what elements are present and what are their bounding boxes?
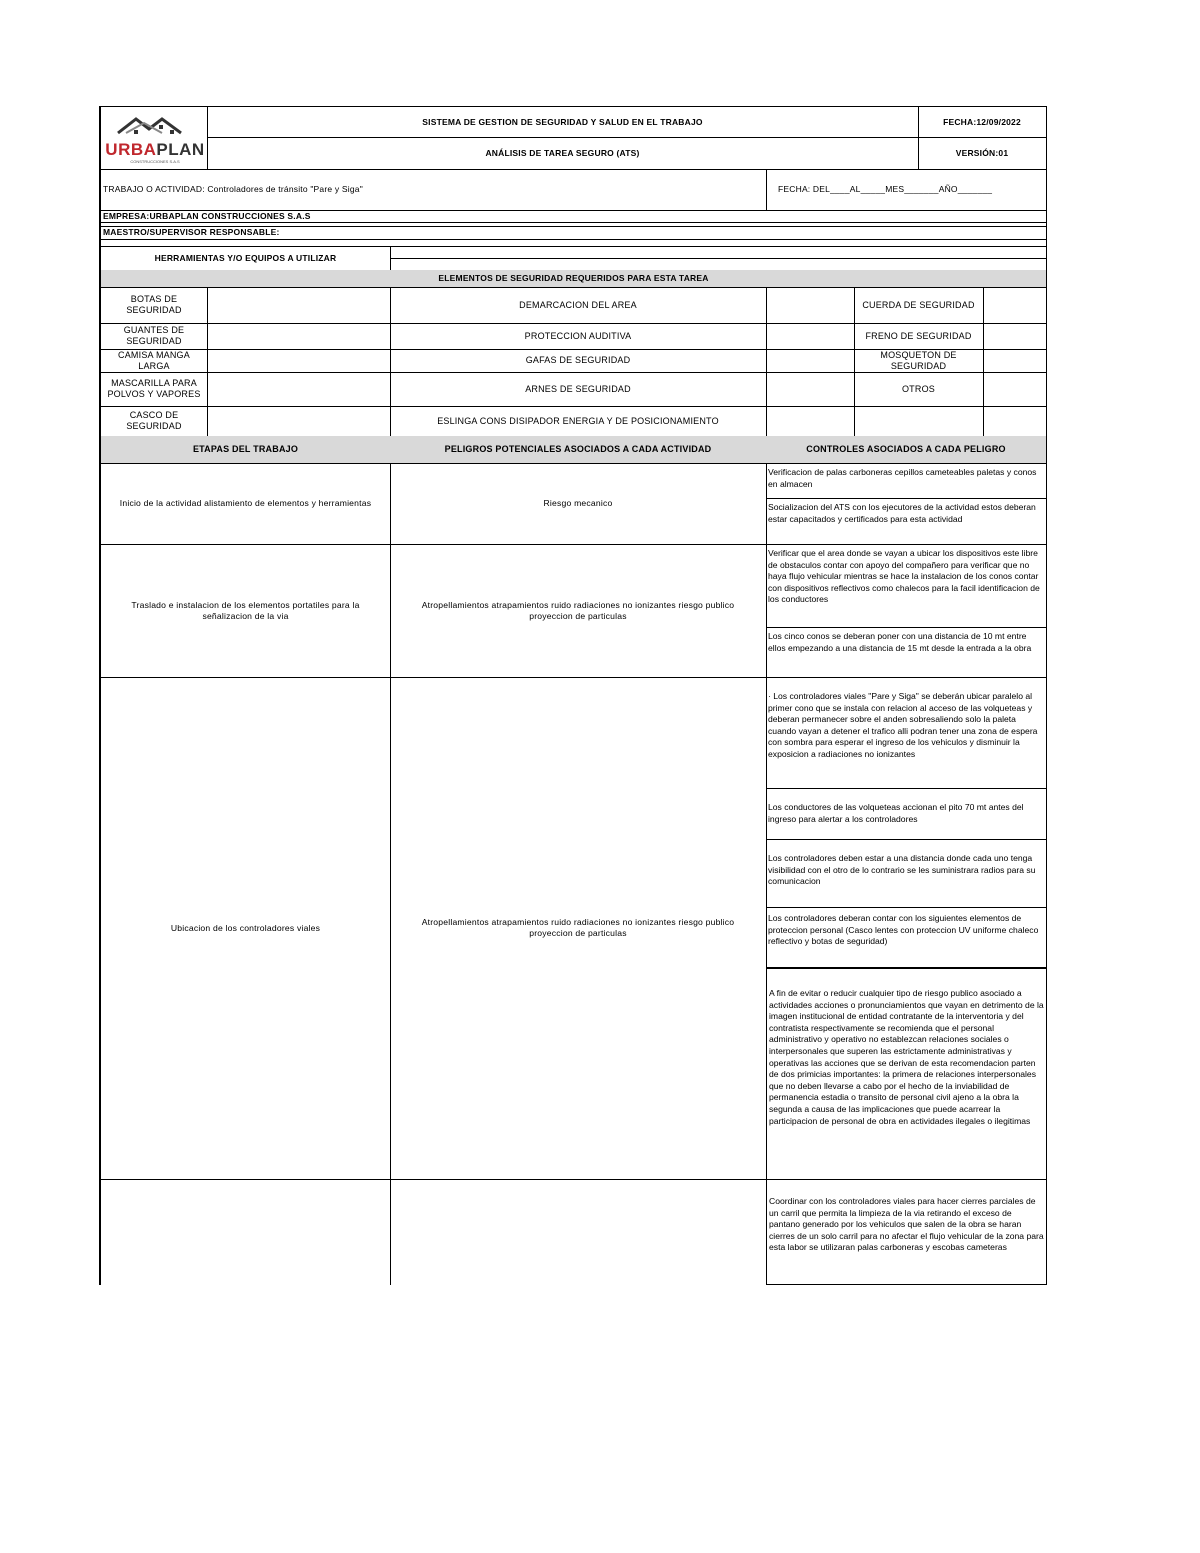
fecha-line: FECHA: DEL____AL_____MES_______AÑO_______ xyxy=(766,169,1047,211)
elem-left-check-3 xyxy=(207,372,391,407)
row3-control-1: · Los controladores viales "Pare y Siga" se deberán ubicar paralelo al primer cono que se instala con relacion al acceso de las volqueteas y deberan permanecer sobre el anden sobresaliendo solo la paleta cuando vayan a detener el trafico alli podran tener una zona de espera con sombra para esperar el ingreso de los vehiculos y disminuir la exposicion a radiaciones no ionizantes xyxy=(766,677,1047,789)
elem-left-check-2 xyxy=(207,349,391,373)
trabajo-actividad: TRABAJO O ACTIVIDAD: Controladores de tránsito "Pare y Siga" xyxy=(100,169,767,211)
document-left-edge xyxy=(99,106,101,1285)
logo-wordmark xyxy=(101,141,209,159)
elem-right-check-4 xyxy=(983,406,1047,437)
row3-control-2: Los conductores de las volqueteas accionan el pito 70 mt antes del ingreso para alertar a los controladores xyxy=(766,788,1047,840)
row2-peligro: Atropellamientos atrapamientos ruido radiaciones no ionizantes riesgo publico proyeccion de particulas xyxy=(390,544,767,678)
elem-right-check-2 xyxy=(983,349,1047,373)
row1-control-2: Socializacion del ATS con los ejecutores de la actividad estos deberan estar capacitados y certificados para esta actividad xyxy=(766,498,1047,545)
logo-cell xyxy=(100,106,208,170)
row3-control-5: A fin de evitar o reducir cualquier tipo de riesgo publico asociado a actividades acciones o pronunciamientos que vayan en detrimento de la imagen institucional de entidad contratante de la interventoria y del contratista respectivamente se recomienda que el personal administrativo y operativo no establezcan relaciones sociales o interpersonales que superen las estrictamente administrativas y operativas las acciones que se derivan de esta recomendacion parten de dos primicias importantes: la primera de relaciones interpersonales que no deben llevarse a cabo por el hecho de la inviabilidad de permanencia estadia o transito de personal civil ajeno a la obra la segunda a causa de las implicaciones que puede acarrear la participacion de personal de obra en actividades ilegales o ilegitimas xyxy=(766,968,1047,1180)
elem-left-1: GUANTES DE SEGURIDAD xyxy=(100,323,208,350)
col-peligros-header: PELIGROS POTENCIALES ASOCIADOS A CADA ACTIVIDAD xyxy=(390,436,767,464)
col-controles-header: CONTROLES ASOCIADOS A CADA PELIGRO xyxy=(766,436,1047,464)
elementos-title: ELEMENTOS DE SEGURIDAD REQUERIDOS PARA ESTA TAREA xyxy=(100,270,1047,288)
row2-control-1: Verificar que el area donde se vayan a ubicar los dispositivos este libre de obstaculos contar con apoyo del compañero para verificar que no haya flujo vehicular mientras se hace la instalacion de los conos contar con dispositivos reflectivos como chalecos para la facil identificacion de los conductores xyxy=(766,544,1047,628)
elem-right-3: OTROS xyxy=(854,372,984,407)
row3-etapa: Ubicacion de los controladores viales xyxy=(100,677,391,1180)
elem-mid-1: PROTECCION AUDITIVA xyxy=(390,323,767,350)
system-title: SISTEMA DE GESTION DE SEGURIDAD Y SALUD EN EL TRABAJO xyxy=(207,106,919,138)
elem-mid-check-0 xyxy=(766,287,855,324)
elem-right-check-0 xyxy=(983,287,1047,324)
elem-right-check-3 xyxy=(983,372,1047,407)
herramientas-label: HERRAMIENTAS Y/O EQUIPOS A UTILIZAR xyxy=(100,246,391,271)
row3-peligro: Atropellamientos atrapamientos ruido radiaciones no ionizantes riesgo publico proyeccion de particulas xyxy=(390,677,767,1180)
elem-right-1: FRENO DE SEGURIDAD xyxy=(854,323,984,350)
elem-right-check-1 xyxy=(983,323,1047,350)
elem-left-2: CAMISA MANGA LARGA xyxy=(100,349,208,373)
row1-etapa: Inicio de la actividad alistamiento de elementos y herramientas xyxy=(100,463,391,545)
elem-mid-0: DEMARCACION DEL AREA xyxy=(390,287,767,324)
maestro-supervisor: MAESTRO/SUPERVISOR RESPONSABLE: xyxy=(100,226,1047,240)
elem-left-0: BOTAS DE SEGURIDAD xyxy=(100,287,208,324)
elem-left-check-0 xyxy=(207,287,391,324)
row4-control-1: Coordinar con los controladores viales para hacer cierres parciales de un carril que permita la limpieza de la via retirando el exceso de pantano generado por los vehiculos que salen de la obra se haran cierres de un solo carril para no afectar el flujo vehicular de la zona para esta labor se utilizaran palas carboneras y escobas cameteras xyxy=(766,1179,1047,1285)
row3-control-4: Los controladores deberan contar con los siguientes elementos de proteccion personal (Casco lentes con proteccion UV uniforme chaleco reflectivo y botas de seguridad) xyxy=(766,907,1047,969)
elem-left-4: CASCO DE SEGURIDAD xyxy=(100,406,208,437)
logo-text-b: PLAN xyxy=(156,140,205,159)
version-doc: VERSIÓN:01 xyxy=(918,137,1047,170)
elem-mid-2: GAFAS DE SEGURIDAD xyxy=(390,349,767,373)
logo-houses-icon xyxy=(104,111,204,139)
row3-control-3: Los controladores deben estar a una distancia donde cada uno tenga visibilidad con el otro de lo contrario se les suministrara radios para su comunicacion xyxy=(766,839,1047,908)
elem-mid-check-1 xyxy=(766,323,855,350)
row1-control-1: Verificacion de palas carboneras cepillos cameteables paletas y conos en almacen xyxy=(766,463,1047,499)
row4-etapa xyxy=(100,1179,391,1285)
elem-left-check-4 xyxy=(207,406,391,437)
col-etapas-header: ETAPAS DEL TRABAJO xyxy=(100,436,391,464)
row1-peligro: Riesgo mecanico xyxy=(390,463,767,545)
row2-control-2: Los cinco conos se deberan poner con una distancia de 10 mt entre ellos empezando a una distancia de 15 mt desde la entrada a la obra xyxy=(766,627,1047,678)
doc-title: ANÁLISIS DE TAREA SEGURO (ATS) xyxy=(207,137,919,170)
elem-left-check-1 xyxy=(207,323,391,350)
elem-left-3: MASCARILLA PARA POLVOS Y VAPORES xyxy=(100,372,208,407)
elem-mid-check-3 xyxy=(766,372,855,407)
row2-etapa: Traslado e instalacion de los elementos portatiles para la señalizacion de la via xyxy=(100,544,391,678)
elem-right-2: MOSQUETON DE SEGURIDAD xyxy=(854,349,984,373)
logo-text-a: URBA xyxy=(105,140,157,159)
empresa: EMPRESA:URBAPLAN CONSTRUCCIONES S.A.S xyxy=(100,210,1047,223)
elem-mid-check-2 xyxy=(766,349,855,373)
elem-mid-4: ESLINGA CONS DISIPADOR ENERGIA Y DE POSICIONAMIENTO xyxy=(390,406,767,437)
elem-mid-3: ARNES DE SEGURIDAD xyxy=(390,372,767,407)
fecha-doc: FECHA:12/09/2022 xyxy=(918,106,1047,138)
logo-subtitle: CONSTRUCCIONES S.A.S xyxy=(130,159,180,164)
elem-mid-check-4 xyxy=(766,406,855,437)
elem-right-4 xyxy=(854,406,984,437)
row4-peligro xyxy=(390,1179,767,1285)
elem-right-0: CUERDA DE SEGURIDAD xyxy=(854,287,984,324)
